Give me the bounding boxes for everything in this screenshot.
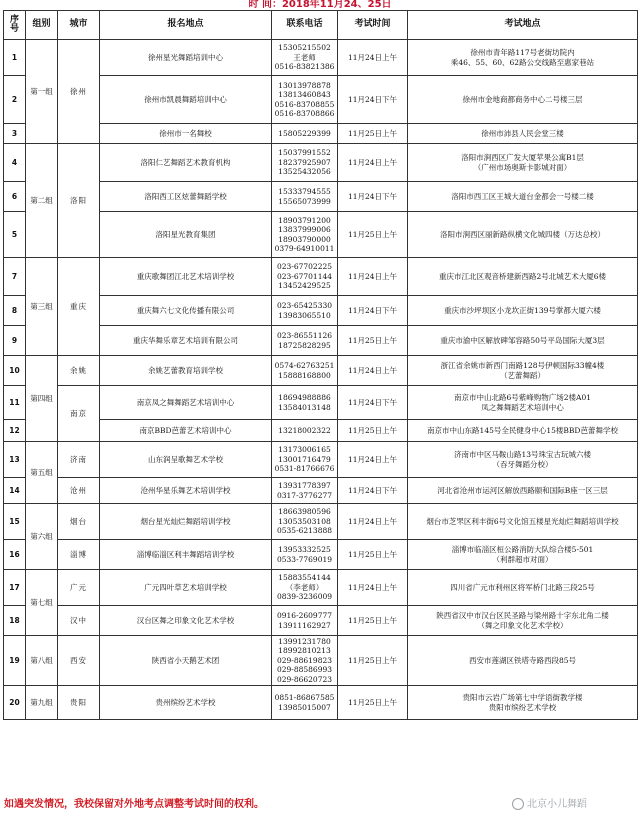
phone-cell xyxy=(272,420,338,442)
address-line: 陕西省汉中市汉台区民圣路与梁州路十字东北角二楼 xyxy=(436,611,609,620)
time-cell: 11月24日上午 xyxy=(338,40,408,76)
col-header-venue: 报名地点 xyxy=(100,11,272,40)
phone-cell xyxy=(272,182,338,212)
city-cell: 烟台 xyxy=(58,504,100,540)
phone-line: 0533-7769019 xyxy=(276,554,333,564)
venue-cell: 陕西省小天鹅艺术团 xyxy=(100,636,272,686)
address-line: （舞之印象文化艺术学校） xyxy=(477,620,568,630)
group-cell: 第九组 xyxy=(26,686,58,720)
phone-line: 023-67702225 xyxy=(276,262,333,272)
row-number: 12 xyxy=(4,420,26,442)
address-line: 洛阳市涧西区广发大厦苹果公寓B1层 xyxy=(461,153,584,162)
group-cell: 第八组 xyxy=(26,636,58,686)
phone-cell xyxy=(272,124,338,144)
table-row xyxy=(4,258,638,296)
phone-line: 0516-83708866 xyxy=(274,109,335,118)
row-number: 14 xyxy=(4,478,26,504)
time-cell: 11月24日下午 xyxy=(338,182,408,212)
venue-cell: 烟台星光灿烂舞蹈培训学校 xyxy=(100,504,272,540)
address-line: 徐州市沛县人民会堂三楼 xyxy=(481,128,564,138)
watermark xyxy=(512,795,587,810)
footer-note: 如遇突发情况，我校保留对外地考点调整考试时间的权利。 xyxy=(4,799,264,810)
city-cell: 沧州 xyxy=(58,478,100,504)
address-line: （利群超市对面） xyxy=(492,554,553,564)
row-number: 1 xyxy=(4,40,26,76)
address-cell xyxy=(408,182,638,212)
venue-cell: 南京凤之舞舞蹈艺术培训中心 xyxy=(100,386,272,420)
table-row xyxy=(4,420,638,442)
address-line: （吞牙舞蹈分校） xyxy=(492,459,553,469)
row-number: 4 xyxy=(4,144,26,182)
city-cell: 南京 xyxy=(58,386,100,442)
phone-line: 13525432056 xyxy=(278,167,331,177)
row-number: 2 xyxy=(4,76,26,124)
phone-line: 0916-2609777 xyxy=(276,611,333,620)
row-number: 17 xyxy=(4,570,26,606)
table-row xyxy=(4,40,638,76)
phone-line: 13584013148 xyxy=(278,402,331,412)
phone-cell xyxy=(272,686,338,720)
phone-line: 15883554144 xyxy=(278,573,331,583)
table-row xyxy=(4,76,638,124)
address-line: 洛阳市西工区王城大道台金都会一号楼二楼 xyxy=(451,191,594,201)
venue-cell: 南京BBD芭蕾艺术培训中心 xyxy=(100,420,272,442)
row-number: 9 xyxy=(4,326,26,356)
address-cell xyxy=(408,504,638,540)
address-line: 凤之舞舞蹈艺术培训中心 xyxy=(481,402,564,412)
phone-cell xyxy=(272,570,338,606)
phone-line: 15565073999 xyxy=(278,196,331,206)
col-header-address: 考试地点 xyxy=(408,11,638,40)
address-line: 重庆市江北区观音桥建新西路2号北城艺术大厦6楼 xyxy=(438,271,607,281)
col-header-phone: 联系电话 xyxy=(272,11,338,40)
address-cell xyxy=(408,124,638,144)
phone-line: 0851-86867585 xyxy=(274,693,335,702)
row-number: 16 xyxy=(4,540,26,570)
time-cell: 11月25日上午 xyxy=(338,636,408,686)
address-line: 乘46、55、60、62路公交线路至惠家巷站 xyxy=(450,57,595,67)
address-line: 重庆市渝中区解放碑邹容路50号平岛国际大厦3层 xyxy=(440,335,605,345)
time-cell: 11月25日上午 xyxy=(338,606,408,636)
address-line: 烟台市芝罘区利丰街6号文化馆五楼星光灿烂舞蹈培训学校 xyxy=(426,516,619,526)
table-row xyxy=(4,504,638,540)
venue-cell: 重庆歌舞团江北艺术培训学校 xyxy=(100,258,272,296)
row-number: 5 xyxy=(4,212,26,258)
phone-line: 029-86620723 xyxy=(276,674,333,684)
phone-line: 13813460843 xyxy=(278,90,331,99)
phone-line: 18694988886 xyxy=(278,393,331,402)
row-number: 7 xyxy=(4,258,26,296)
table-row xyxy=(4,144,638,182)
address-cell xyxy=(408,686,638,720)
table-row xyxy=(4,540,638,570)
time-cell: 11月25日上午 xyxy=(338,326,408,356)
time-cell: 11月24日上午 xyxy=(338,570,408,606)
city-cell: 济南 xyxy=(58,442,100,478)
time-cell: 11月24日下午 xyxy=(338,478,408,504)
table-row xyxy=(4,606,638,636)
row-number: 15 xyxy=(4,504,26,540)
venue-cell: 徐州市一名舞校 xyxy=(100,124,272,144)
phone-line: 0379-64910011 xyxy=(274,244,335,253)
phone-line: 0574-62763251 xyxy=(274,361,335,370)
exam-schedule-table xyxy=(3,10,638,720)
phone-cell xyxy=(272,442,338,478)
address-cell xyxy=(408,540,638,570)
venue-cell: 贵州缤纷艺术学校 xyxy=(100,686,272,720)
row-number: 18 xyxy=(4,606,26,636)
phone-line: 13991231780 xyxy=(278,636,331,646)
phone-line: 15805229399 xyxy=(278,128,331,138)
phone-cell xyxy=(272,386,338,420)
group-cell: 第三组 xyxy=(26,258,58,356)
phone-line: 0535-6213888 xyxy=(276,526,333,536)
exam-date-header: 时 间：2018年11月24、25日 xyxy=(248,0,392,10)
phone-line: 023-65425330 xyxy=(276,301,333,310)
phone-line: 15305215502 xyxy=(278,43,331,53)
phone-cell xyxy=(272,504,338,540)
phone-cell xyxy=(272,478,338,504)
phone-line: 029-88586993 xyxy=(276,665,333,675)
city-cell: 贵阳 xyxy=(58,686,100,720)
time-cell: 11月25日上午 xyxy=(338,124,408,144)
time-cell: 11月24日上午 xyxy=(338,258,408,296)
phone-cell xyxy=(272,606,338,636)
address-cell xyxy=(408,212,638,258)
phone-line: 18903790000 xyxy=(278,234,331,244)
venue-cell: 余姚艺蕾教育培训学校 xyxy=(100,356,272,386)
address-line: 济南市中区马鞍山路13号珠宝古玩城六楼 xyxy=(453,450,592,459)
address-cell xyxy=(408,258,638,296)
table-row xyxy=(4,124,638,144)
group-cell: 第五组 xyxy=(26,442,58,504)
venue-cell: 洛阳西工区炫蕾舞蹈学校 xyxy=(100,182,272,212)
address-cell xyxy=(408,442,638,478)
table-row xyxy=(4,212,638,258)
phone-line: 13837999006 xyxy=(278,225,331,234)
group-cell: 第一组 xyxy=(26,40,58,144)
phone-line: （李老师） xyxy=(285,582,324,592)
address-cell xyxy=(408,636,638,686)
venue-cell: 重庆舞六七文化传播有限公司 xyxy=(100,296,272,326)
address-line: 四川省广元市利州区将军桥门北路三段25号 xyxy=(450,582,595,592)
time-cell: 11月25日上午 xyxy=(338,540,408,570)
phone-line: 13953332525 xyxy=(278,545,331,554)
city-cell: 西安 xyxy=(58,636,100,686)
phone-line: 18992810213 xyxy=(278,646,331,656)
phone-cell xyxy=(272,40,338,76)
address-line: （艺蕾舞蹈） xyxy=(500,370,545,380)
schedule-body xyxy=(4,40,638,720)
address-line: （广州市场奥斯卡影城对面） xyxy=(473,162,572,172)
phone-line: 023-86551126 xyxy=(276,331,333,340)
table-row xyxy=(4,182,638,212)
city-cell: 汉中 xyxy=(58,606,100,636)
address-cell xyxy=(408,144,638,182)
phone-line: 023-67701144 xyxy=(276,271,333,281)
address-line: 南京市中山北路6号紫峰购物广场2楼A01 xyxy=(453,393,591,402)
group-cell: 第六组 xyxy=(26,504,58,570)
time-cell: 11月24日上午 xyxy=(338,356,408,386)
row-number: 11 xyxy=(4,386,26,420)
phone-line: 王老师 xyxy=(293,52,316,62)
table-row xyxy=(4,636,638,686)
address-line: 河北省沧州市运河区解放西路颐和国际B座一区三层 xyxy=(437,485,608,495)
phone-line: 0317-3776277 xyxy=(276,490,333,500)
phone-line: 15888168800 xyxy=(278,370,331,380)
address-line: 徐州市青年路117号老街坊院内 xyxy=(470,48,575,57)
address-cell xyxy=(408,40,638,76)
table-row xyxy=(4,570,638,606)
address-line: 淄博市临淄区桓公路消防大队综合楼5-501 xyxy=(451,545,594,554)
venue-cell: 洛阳星光教育集团 xyxy=(100,212,272,258)
phone-line: 18903791200 xyxy=(278,215,331,225)
phone-line: 13983065510 xyxy=(278,310,331,320)
phone-cell xyxy=(272,212,338,258)
address-cell xyxy=(408,606,638,636)
address-line: 贵阳市云岩广场第七中学语街教学楼 xyxy=(462,693,583,702)
phone-line: 13985015007 xyxy=(278,702,331,712)
table-row xyxy=(4,386,638,420)
address-line: 重庆市沙坪坝区小龙坎正街139号掌都大厦六楼 xyxy=(444,305,601,315)
venue-cell: 淄博临淄区利丰舞蹈培训学校 xyxy=(100,540,272,570)
address-cell xyxy=(408,76,638,124)
phone-line: 0516-83821386 xyxy=(274,62,335,72)
phone-line: 18725828295 xyxy=(278,340,331,350)
phone-cell xyxy=(272,258,338,296)
venue-cell: 沧州华星乐舞艺术培训学校 xyxy=(100,478,272,504)
phone-line: 0531-81766676 xyxy=(274,464,335,474)
row-number: 6 xyxy=(4,182,26,212)
time-cell: 11月24日下午 xyxy=(338,386,408,420)
col-header-no: 序号 xyxy=(4,11,26,40)
city-cell: 洛阳 xyxy=(58,144,100,258)
phone-line: 0839-3236009 xyxy=(276,592,333,602)
phone-cell xyxy=(272,76,338,124)
time-cell: 11月24日上午 xyxy=(338,504,408,540)
phone-cell xyxy=(272,326,338,356)
address-cell xyxy=(408,326,638,356)
table-row xyxy=(4,686,638,720)
phone-line: 13053503108 xyxy=(278,516,331,526)
table-row xyxy=(4,478,638,504)
phone-line: 13452429525 xyxy=(278,281,331,291)
watermark-text: 北京小儿舞蹈 xyxy=(527,799,587,810)
city-cell: 淄博 xyxy=(58,540,100,570)
phone-line: 13001716479 xyxy=(278,454,331,464)
address-line: 贵阳市缤纷艺术学校 xyxy=(488,702,557,712)
phone-cell xyxy=(272,540,338,570)
time-cell: 11月25日上午 xyxy=(338,420,408,442)
row-number: 3 xyxy=(4,124,26,144)
table-row xyxy=(4,442,638,478)
phone-line: 13173006165 xyxy=(278,445,331,455)
phone-line: 13911162927 xyxy=(278,620,331,630)
phone-line: 18663980596 xyxy=(278,507,331,517)
group-cell: 第二组 xyxy=(26,144,58,258)
time-cell: 11月25日上午 xyxy=(338,686,408,720)
address-line: 徐州市金地商都商务中心二号楼三层 xyxy=(462,94,583,104)
city-cell: 重庆 xyxy=(58,258,100,356)
row-number: 10 xyxy=(4,356,26,386)
phone-line: 18237925907 xyxy=(278,157,331,167)
col-header-city: 城市 xyxy=(58,11,100,40)
group-cell: 第七组 xyxy=(26,570,58,636)
table-row xyxy=(4,356,638,386)
phone-cell xyxy=(272,144,338,182)
address-line: 洛阳市涧西区丽新路纵横文化城四楼（万达总校） xyxy=(440,229,605,239)
group-cell: 第四组 xyxy=(26,356,58,442)
phone-cell xyxy=(272,296,338,326)
address-line: 西安市莲湖区铁塔寺路西段85号 xyxy=(468,655,577,665)
venue-cell: 山东润呈歌舞艺术学校 xyxy=(100,442,272,478)
address-cell xyxy=(408,296,638,326)
phone-line: 15037991552 xyxy=(278,148,331,158)
venue-cell: 徐州市凯晨舞蹈培训中心 xyxy=(100,76,272,124)
city-cell: 余姚 xyxy=(58,356,100,386)
time-cell: 11月25日上午 xyxy=(338,212,408,258)
venue-cell: 汉台区舞之印象文化艺术学校 xyxy=(100,606,272,636)
row-number: 19 xyxy=(4,636,26,686)
address-cell xyxy=(408,420,638,442)
time-cell: 11月24日下午 xyxy=(338,296,408,326)
address-cell xyxy=(408,570,638,606)
row-number: 8 xyxy=(4,296,26,326)
address-line: 浙江省余姚市新西门南路128号伊顿国际33幢4楼 xyxy=(440,361,605,370)
city-cell: 徐州 xyxy=(58,40,100,144)
time-cell: 11月24日上午 xyxy=(338,144,408,182)
row-number: 20 xyxy=(4,686,26,720)
time-cell: 11月24日下午 xyxy=(338,76,408,124)
phone-line: 13013978878 xyxy=(278,80,331,90)
city-cell: 广元 xyxy=(58,570,100,606)
phone-line: 029-88619823 xyxy=(276,655,333,665)
address-cell xyxy=(408,356,638,386)
table-row xyxy=(4,326,638,356)
time-cell: 11月24日上午 xyxy=(338,442,408,478)
venue-cell: 重庆华舞乐章艺术培训有限公司 xyxy=(100,326,272,356)
phone-line: 13218002322 xyxy=(278,425,331,435)
table-row xyxy=(4,296,638,326)
phone-line: 15333794555 xyxy=(278,187,331,196)
row-number: 13 xyxy=(4,442,26,478)
address-cell xyxy=(408,386,638,420)
col-header-group: 组别 xyxy=(26,11,58,40)
table-header-row xyxy=(4,11,638,40)
phone-line: 13931778397 xyxy=(278,481,331,490)
col-header-time: 考试时间 xyxy=(338,11,408,40)
phone-cell xyxy=(272,356,338,386)
address-line: 南京市中山东路145号全民健身中心15楼BBD芭蕾舞学校 xyxy=(427,425,618,435)
phone-line: 0516-83708855 xyxy=(274,99,335,109)
venue-cell: 洛阳仁艺舞蹈艺术教育机构 xyxy=(100,144,272,182)
wechat-logo-icon xyxy=(512,798,524,810)
venue-cell: 广元四叶草艺术培训学校 xyxy=(100,570,272,606)
phone-cell xyxy=(272,636,338,686)
address-cell xyxy=(408,478,638,504)
venue-cell: 徐州星光舞蹈培训中心 xyxy=(100,40,272,76)
